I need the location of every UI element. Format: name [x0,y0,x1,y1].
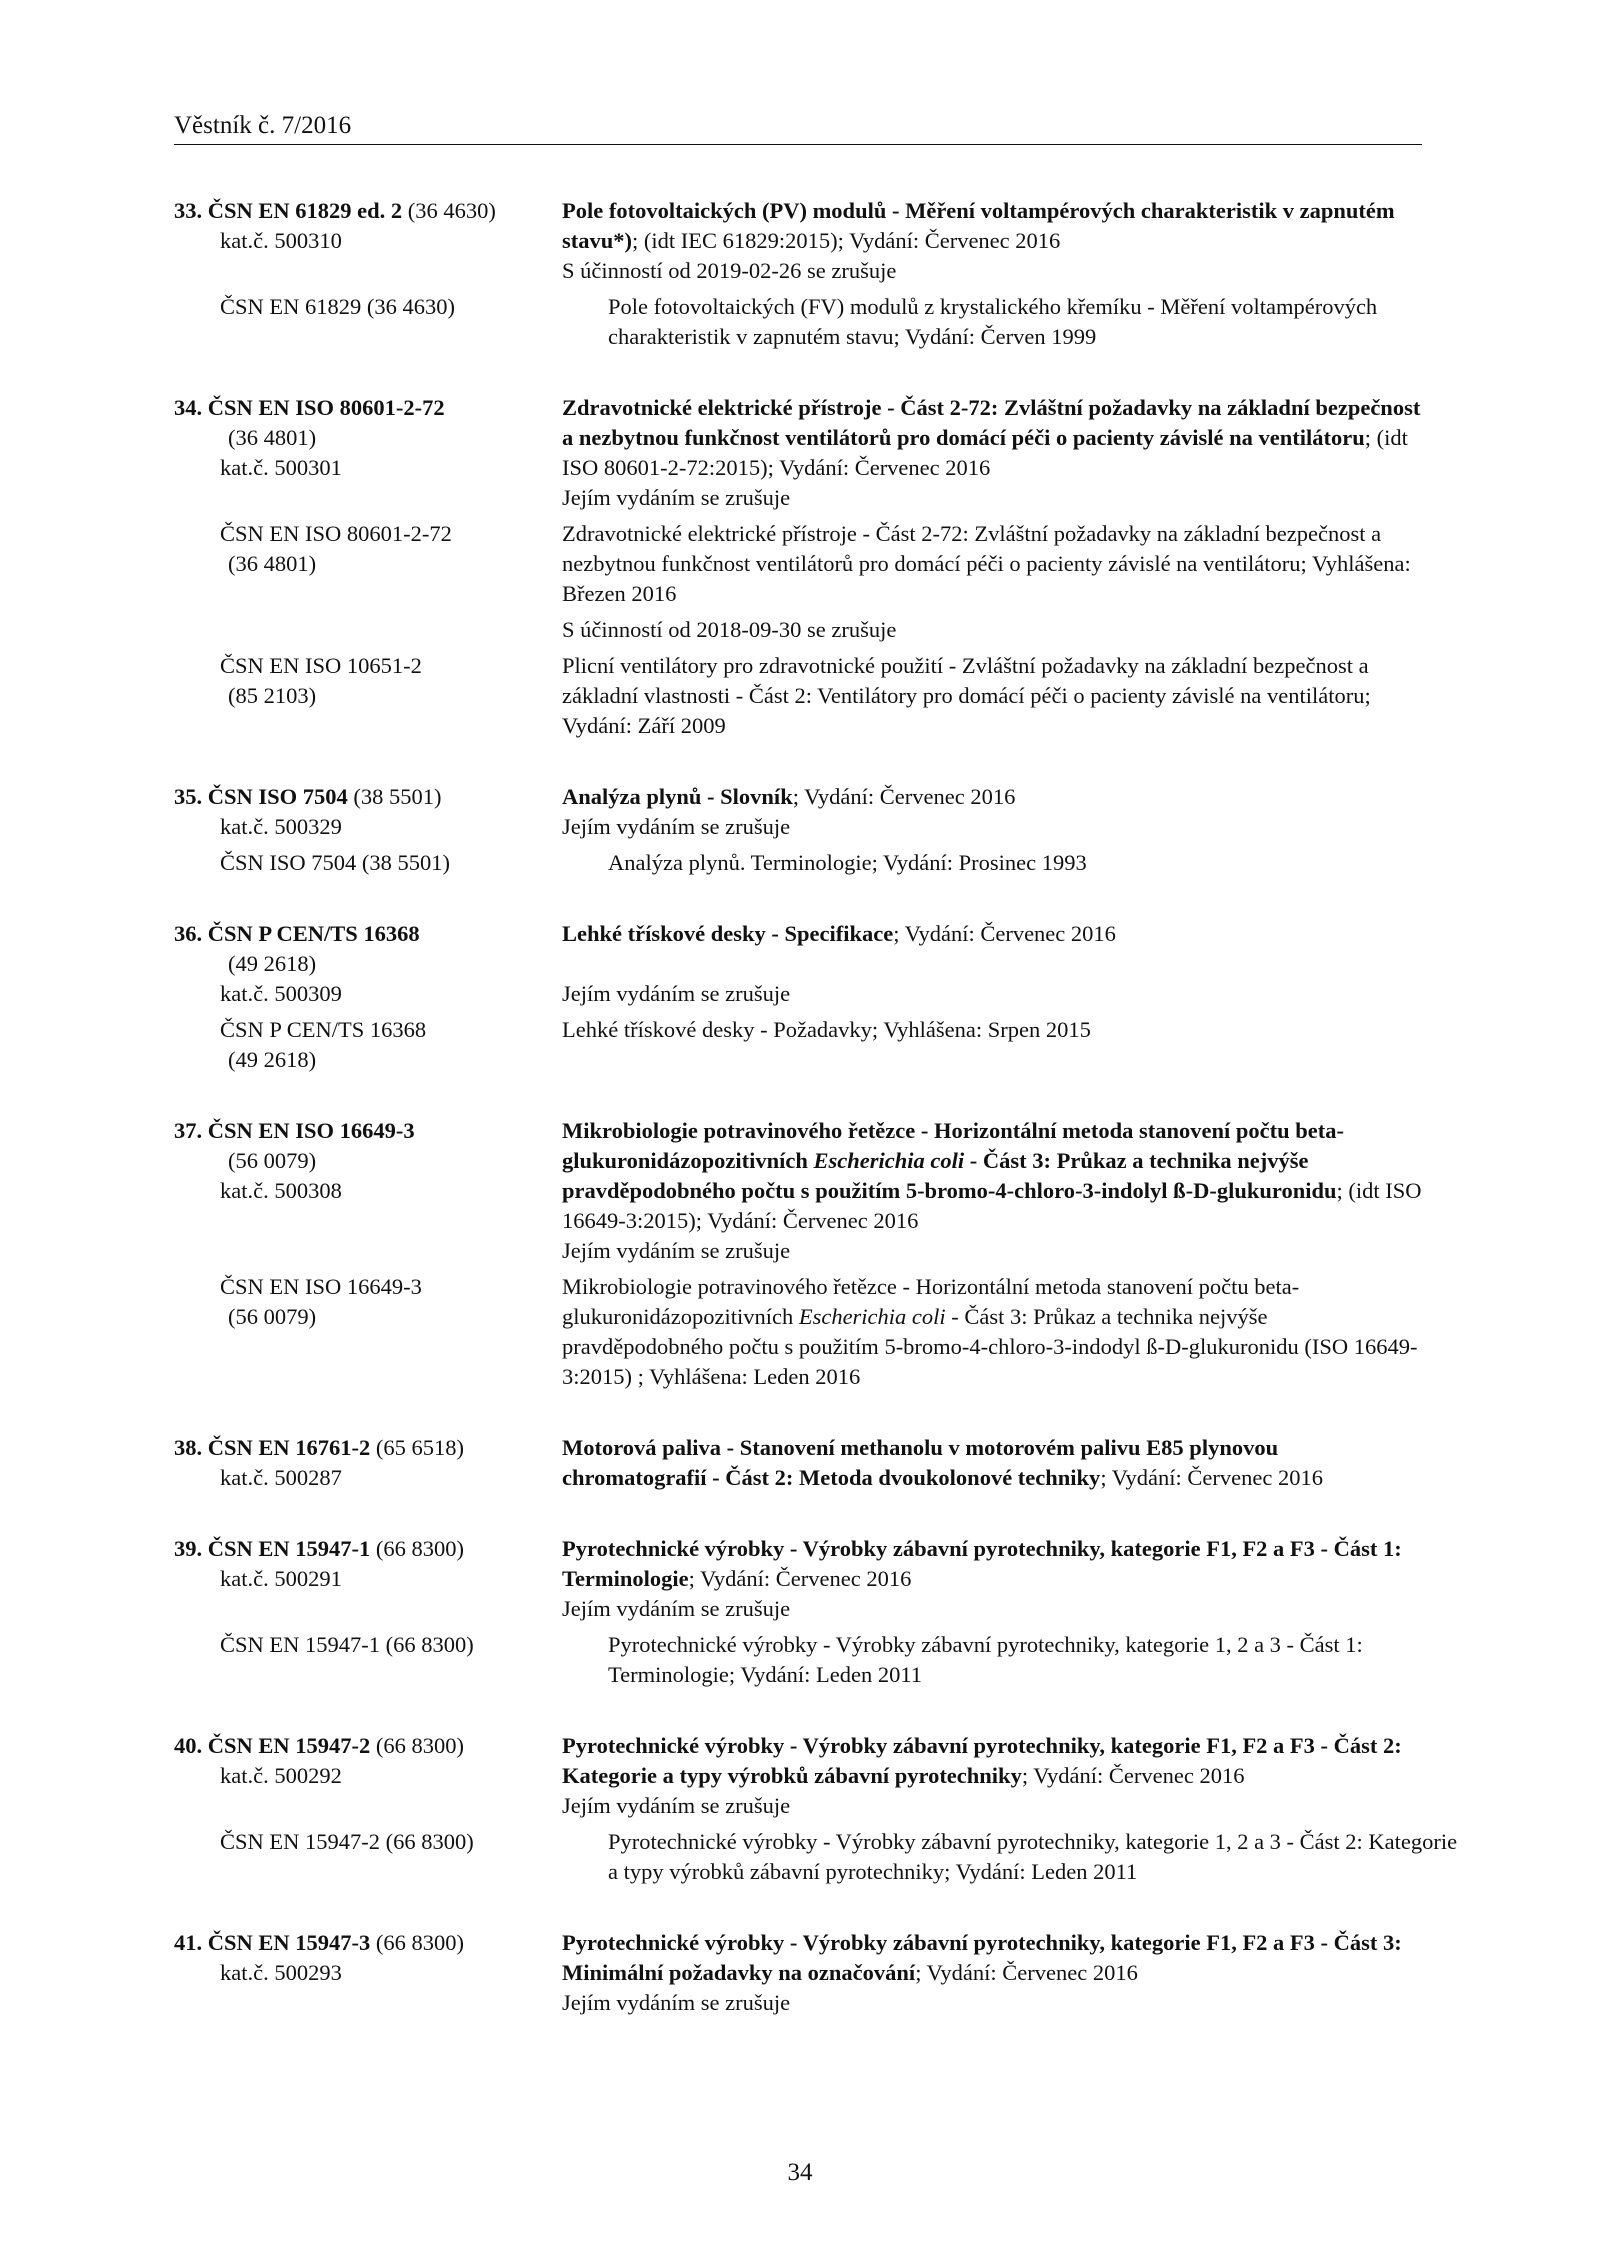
standard-code: 35. ČSN ISO 7504 (38 5501) kat.č. 500329 [174,782,562,842]
replaced-standard-title: Zdravotnické elektrické přístroje - Část 2-72: Zvláštní požadavky na základní bezpečnost a nezbytnou funkčnost ventilátorů pro domácí péči o pacienty závislé na ventilátoru; Vyhlášena: Březen 2016 S účinností od 2018-09-30 se zrušuje [562,519,1422,645]
replaced-standard-title: Mikrobiologie potravinového řetězce - Horizontální metoda stanovení počtu beta-glukuronidázopozitivních Escherichia coli - Část 3: Průkaz a technika nejvýše pravděpodobného počtu s použitím 5-bromo-4-chloro-3-indodyl ß-D-glukuronidu (ISO 16649-3:2015) ; Vyhlášena: Leden 2016 [562,1274,1418,1389]
standard-code: 38. ČSN EN 16761-2 (65 6518) kat.č. 500287 [174,1433,562,1493]
replacement-note: Jejím vydáním se zrušuje [562,814,791,839]
standard-entry-39 [174,1534,1422,1690]
replacement-note: Jejím vydáním se zrušuje [562,1793,791,1818]
standard-title: Lehké třískové desky - Specifikace; Vydání: Červenec 2016 Jejím vydáním se zrušuje [562,919,1422,1009]
replaced-standard-code: ČSN EN 15947-2 (66 8300) [220,1829,474,1854]
standard-entry-37 [174,1116,1422,1392]
standard-entry-36 [174,919,1422,1075]
catalog-number: kat.č. 500291 [220,1566,342,1591]
standard-title: Pyrotechnické výrobky - Výrobky zábavní pyrotechniky, kategorie F1, F2 a F3 - Část 3: Minimální požadavky na označování; Vydání: Červenec 2016 Jejím vydáním se zrušuje [562,1928,1422,2018]
standard-entry-35 [174,782,1422,878]
replacement-note: Jejím vydáním se zrušuje [562,1596,791,1621]
standard-entry-38 [174,1433,1422,1493]
replacement-note: Jejím vydáním se zrušuje [562,1238,791,1263]
standard-entry-40 [174,1731,1458,1887]
replaced-standard-title: Pyrotechnické výrobky - Výrobky zábavní pyrotechniky, kategorie 1, 2 a 3 - Část 1: Terminologie; Vydání: Leden 2011 [608,1632,1363,1687]
replaced-standard-title: Lehké třískové desky - Požadavky; Vyhlášena: Srpen 2015 [562,1017,1091,1042]
standard-code: 40. ČSN EN 15947-2 (66 8300) kat.č. 500292 [174,1731,562,1821]
standard-code: 33. ČSN EN 61829 ed. 2 (36 4630) kat.č. 500310 [174,196,562,286]
replaced-standard-code: ČSN EN ISO 10651-2 (85 2103) [220,653,422,708]
standard-code: 36. ČSN P CEN/TS 16368 (49 2618) kat.č. 500309 [174,919,562,1009]
replaced-standard-title: Pyrotechnické výrobky - Výrobky zábavní pyrotechniky, kategorie 1, 2 a 3 - Část 2: Kategorie a typy výrobků zábavní pyrotechniky; Vydání: Leden 2011 [608,1829,1458,1884]
standard-title: Pyrotechnické výrobky - Výrobky zábavní pyrotechniky, kategorie F1, F2 a F3 - Část 2: Kategorie a typy výrobků zábavní pyrotechniky; Vydání: Červenec 2016 Jejím vydáním se zrušuje [562,1731,1422,1821]
standard-title: Mikrobiologie potravinového řetězce - Horizontální metoda stanovení počtu beta-glukuronidázopozitivních Escherichia coli - Část 3: Průkaz a technika nejvýše pravděpodobného počtu s použitím 5-bromo-4-chloro-3-indolyl ß-D-glukuronidu; (idt ISO 16649-3:2015); Vydání: Červenec 2016 Jejím vydáním se zrušuje [562,1116,1422,1266]
replaced-standard-title: Pole fotovoltaických (FV) modulů z krystalického křemíku - Měření voltampérových charakteristik v zapnutém stavu; Vydání: Červen 1999 [608,294,1378,349]
standard-title: Analýza plynů - Slovník; Vydání: Červenec 2016 Jejím vydáním se zrušuje [562,782,1422,842]
standard-code: 39. ČSN EN 15947-1 (66 8300) kat.č. 500291 [174,1534,562,1624]
standards-list [174,196,1458,2059]
catalog-number: kat.č. 500287 [220,1465,342,1490]
replaced-standard-code: ČSN EN ISO 80601-2-72 (36 4801) [220,521,452,576]
replacement-note: S účinností od 2018-09-30 se zrušuje [562,617,897,642]
standard-title: Motorová paliva - Stanovení methanolu v motorovém palivu E85 plynovou chromatografií - Část 2: Metoda dvoukolonové techniky; Vydání: Červenec 2016 [562,1435,1323,1490]
replaced-standard-code: ČSN ISO 7504 (38 5501) [220,850,451,875]
replaced-standard-code: ČSN EN ISO 16649-3 (56 0079) [220,1274,422,1329]
catalog-number: kat.č. 500292 [220,1763,342,1788]
catalog-number: kat.č. 500329 [220,814,342,839]
catalog-number: kat.č. 500308 [220,1178,342,1203]
standard-title: Pyrotechnické výrobky - Výrobky zábavní pyrotechniky, kategorie F1, F2 a F3 - Část 1: Terminologie; Vydání: Červenec 2016 Jejím vydáním se zrušuje [562,1534,1422,1624]
replaced-standard-code: ČSN P CEN/TS 16368 (49 2618) [220,1017,427,1072]
replacement-note: Jejím vydáním se zrušuje [562,485,791,510]
replaced-standard-code: ČSN EN 15947-1 (66 8300) [220,1632,474,1657]
bulletin-title: Věstník č. 7/2016 [174,112,352,139]
replacement-note: S účinností od 2019-02-26 se zrušuje [562,258,897,283]
standard-code: 34. ČSN EN ISO 80601-2-72 (36 4801) kat.č. 500301 [174,393,562,513]
replacement-note: Jejím vydáním se zrušuje [562,1990,791,2015]
catalog-number: kat.č. 500301 [220,455,342,480]
page-header [174,110,1422,145]
catalog-number: kat.č. 500310 [220,228,342,253]
standard-title: Zdravotnické elektrické přístroje - Část 2-72: Zvláštní požadavky na základní bezpečnost a nezbytnou funkčnost ventilátorů pro domácí péči o pacienty závislé na ventilátoru; (idt ISO 80601-2-72:2015); Vydání: Červenec 2016 Jejím vydáním se zrušuje [562,393,1422,513]
replaced-standard-code: ČSN EN 61829 (36 4630) [220,294,455,319]
standard-code: 37. ČSN EN ISO 16649-3 (56 0079) kat.č. 500308 [174,1116,562,1266]
standard-code: 41. ČSN EN 15947-3 (66 8300) kat.č. 500293 [174,1928,562,2018]
catalog-number: kat.č. 500293 [220,1960,342,1985]
standard-entry-41 [174,1928,1422,2018]
standard-title: Pole fotovoltaických (PV) modulů - Měření voltampérových charakteristik v zapnutém stavu*); (idt IEC 61829:2015); Vydání: Červenec 2016 S účinností od 2019-02-26 se zrušuje [562,196,1422,286]
page-number: 34 [787,2159,813,2186]
catalog-number: kat.č. 500309 [220,981,342,1006]
replaced-standard-title: Plicní ventilátory pro zdravotnické použití - Zvláštní požadavky na základní bezpečnost a základní vlastnosti - Část 2: Ventilátory pro domácí péči o pacienty závislé na ventilátoru; Vydání: Září 2009 [562,653,1371,738]
replacement-note: Jejím vydáním se zrušuje [562,981,791,1006]
standard-entry-33 [174,196,1422,352]
standard-entry-34 [174,393,1422,741]
replaced-standard-title: Analýza plynů. Terminologie; Vydání: Prosinec 1993 [608,850,1087,875]
